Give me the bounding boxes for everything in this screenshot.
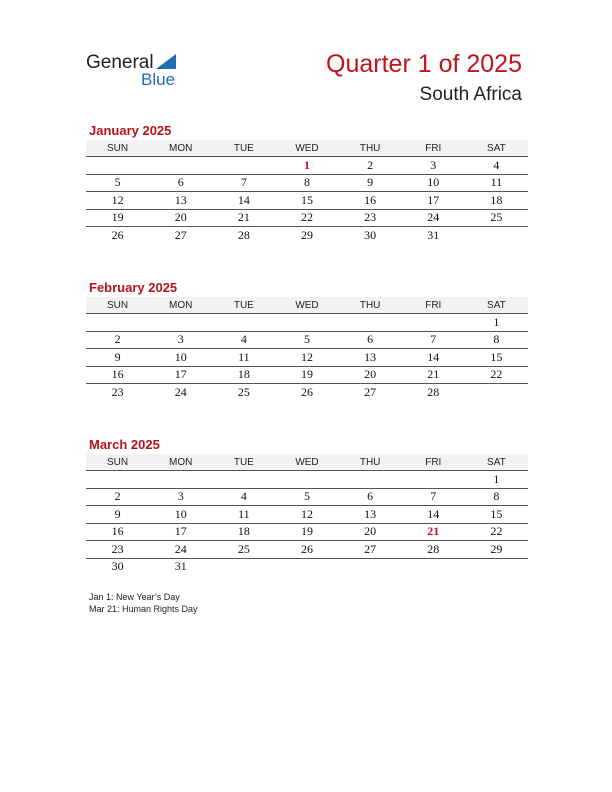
day-cell: 13 — [174, 192, 187, 207]
day-cell: 5 — [303, 332, 310, 347]
week-row — [86, 559, 528, 576]
weekday-header: THU — [359, 142, 381, 154]
logo-triangle-icon — [156, 54, 176, 69]
month-calendar — [86, 122, 528, 244]
weekday-header: WED — [295, 142, 319, 154]
day-cell: 3 — [177, 332, 184, 347]
day-cell: 6 — [367, 489, 374, 504]
day-cell: 22 — [490, 524, 503, 539]
holiday-note: Jan 1: New Year’s Day — [89, 592, 180, 602]
day-cell: 10 — [174, 506, 187, 521]
day-cell: 24 — [174, 384, 187, 399]
weekday-header: TUE — [233, 142, 254, 154]
day-cell: 9 — [114, 349, 121, 364]
day-cell: 15 — [300, 192, 313, 207]
day-cell: 14 — [427, 506, 440, 521]
day-cell: 28 — [427, 384, 440, 399]
month-grid — [86, 454, 528, 575]
day-cell: 15 — [490, 506, 503, 521]
month-calendar — [86, 279, 528, 401]
month-grid — [86, 140, 528, 244]
day-cell: 13 — [364, 349, 377, 364]
month-calendar — [86, 436, 528, 575]
day-cell: 16 — [111, 367, 124, 382]
week-row — [86, 349, 528, 367]
weekday-header: SAT — [487, 456, 506, 468]
day-cell: 6 — [367, 332, 374, 347]
weekday-header: THU — [359, 456, 381, 468]
day-cell: 16 — [111, 524, 124, 539]
week-row — [86, 192, 528, 210]
day-cell: 5 — [303, 489, 310, 504]
holiday-note: Mar 21: Human Rights Day — [89, 604, 198, 614]
day-cell: 4 — [240, 332, 247, 347]
page-title: Quarter 1 of 2025 — [326, 50, 522, 78]
day-cell: 8 — [493, 489, 500, 504]
day-cell: 27 — [174, 227, 187, 242]
day-cell: 25 — [237, 384, 250, 399]
weekday-header: SUN — [107, 142, 129, 154]
day-cell: 5 — [114, 175, 121, 190]
day-cell: 17 — [427, 192, 440, 207]
month-grid — [86, 297, 528, 401]
weekday-header: WED — [295, 456, 319, 468]
week-row — [86, 489, 528, 507]
month-title: March 2025 — [89, 437, 160, 452]
day-cell: 1 — [493, 471, 500, 486]
weekday-header-row — [86, 454, 528, 471]
weekday-header: FRI — [425, 142, 442, 154]
week-row — [86, 471, 528, 489]
day-cell: 25 — [237, 541, 250, 556]
day-cell: 24 — [427, 210, 440, 225]
day-cell: 31 — [427, 227, 440, 242]
holiday-day-cell: 1 — [303, 157, 310, 172]
day-cell: 19 — [300, 367, 313, 382]
day-cell: 6 — [177, 175, 184, 190]
day-cell: 9 — [367, 175, 374, 190]
month-title: February 2025 — [89, 280, 178, 295]
weekday-header: MON — [169, 142, 193, 154]
day-cell: 20 — [364, 367, 377, 382]
week-row — [86, 210, 528, 228]
day-cell: 7 — [430, 489, 437, 504]
day-cell: 26 — [111, 227, 124, 242]
day-cell: 13 — [364, 506, 377, 521]
day-cell: 29 — [490, 541, 503, 556]
day-cell: 3 — [177, 489, 184, 504]
day-cell: 1 — [493, 314, 500, 329]
day-cell: 8 — [303, 175, 310, 190]
day-cell: 30 — [364, 227, 377, 242]
day-cell: 20 — [364, 524, 377, 539]
day-cell: 15 — [490, 349, 503, 364]
day-cell: 23 — [111, 384, 124, 399]
weekday-header: MON — [169, 299, 193, 311]
weekday-header-row — [86, 297, 528, 314]
weekday-header: SAT — [487, 299, 506, 311]
day-cell: 17 — [174, 524, 187, 539]
day-cell: 12 — [300, 506, 313, 521]
day-cell: 7 — [430, 332, 437, 347]
week-row — [86, 314, 528, 332]
day-cell: 19 — [300, 524, 313, 539]
week-row — [86, 157, 528, 175]
day-cell: 18 — [237, 524, 250, 539]
day-cell: 14 — [427, 349, 440, 364]
day-cell: 30 — [111, 559, 124, 574]
weekday-header: TUE — [233, 456, 254, 468]
day-cell: 11 — [238, 349, 250, 364]
day-cell: 22 — [300, 210, 313, 225]
weekday-header: SUN — [107, 299, 129, 311]
day-cell: 28 — [237, 227, 250, 242]
day-cell: 10 — [174, 349, 187, 364]
week-row — [86, 367, 528, 385]
holiday-day-cell: 21 — [427, 524, 440, 539]
day-cell: 17 — [174, 367, 187, 382]
day-cell: 26 — [300, 541, 313, 556]
day-cell: 27 — [364, 541, 377, 556]
week-row — [86, 524, 528, 542]
week-row — [86, 384, 528, 401]
day-cell: 29 — [300, 227, 313, 242]
day-cell: 14 — [237, 192, 250, 207]
logo-general-text: General — [86, 52, 154, 73]
day-cell: 25 — [490, 210, 503, 225]
day-cell: 10 — [427, 175, 440, 190]
day-cell: 12 — [300, 349, 313, 364]
weekday-header: WED — [295, 299, 319, 311]
day-cell: 11 — [238, 506, 250, 521]
day-cell: 9 — [114, 506, 121, 521]
week-row — [86, 506, 528, 524]
day-cell: 4 — [493, 157, 500, 172]
day-cell: 31 — [174, 559, 187, 574]
logo-blue-text: Blue — [141, 70, 176, 89]
day-cell: 23 — [111, 541, 124, 556]
day-cell: 18 — [237, 367, 250, 382]
day-cell: 12 — [111, 192, 124, 207]
day-cell: 4 — [240, 489, 247, 504]
country-name: South Africa — [419, 84, 522, 105]
day-cell: 19 — [111, 210, 124, 225]
day-cell: 20 — [174, 210, 187, 225]
day-cell: 28 — [427, 541, 440, 556]
week-row — [86, 227, 528, 244]
weekday-header: THU — [359, 299, 381, 311]
week-row — [86, 332, 528, 350]
weekday-header: MON — [169, 456, 193, 468]
day-cell: 21 — [237, 210, 250, 225]
day-cell: 26 — [300, 384, 313, 399]
day-cell: 27 — [364, 384, 377, 399]
day-cell: 18 — [490, 192, 503, 207]
day-cell: 2 — [114, 332, 121, 347]
day-cell: 7 — [240, 175, 247, 190]
logo — [86, 52, 196, 92]
weekday-header: SAT — [487, 142, 506, 154]
day-cell: 8 — [493, 332, 500, 347]
week-row — [86, 175, 528, 193]
day-cell: 11 — [490, 175, 503, 190]
day-cell: 3 — [430, 157, 437, 172]
week-row — [86, 541, 528, 559]
day-cell: 21 — [427, 367, 440, 382]
weekday-header: FRI — [425, 456, 442, 468]
day-cell: 16 — [364, 192, 377, 207]
weekday-header: TUE — [233, 299, 254, 311]
day-cell: 2 — [367, 157, 374, 172]
holiday-notes — [89, 591, 198, 615]
month-title: January 2025 — [89, 123, 172, 138]
weekday-header: FRI — [425, 299, 442, 311]
day-cell: 2 — [114, 489, 121, 504]
weekday-header-row — [86, 140, 528, 157]
day-cell: 24 — [174, 541, 187, 556]
weekday-header: SUN — [107, 456, 129, 468]
day-cell: 22 — [490, 367, 503, 382]
day-cell: 23 — [364, 210, 377, 225]
